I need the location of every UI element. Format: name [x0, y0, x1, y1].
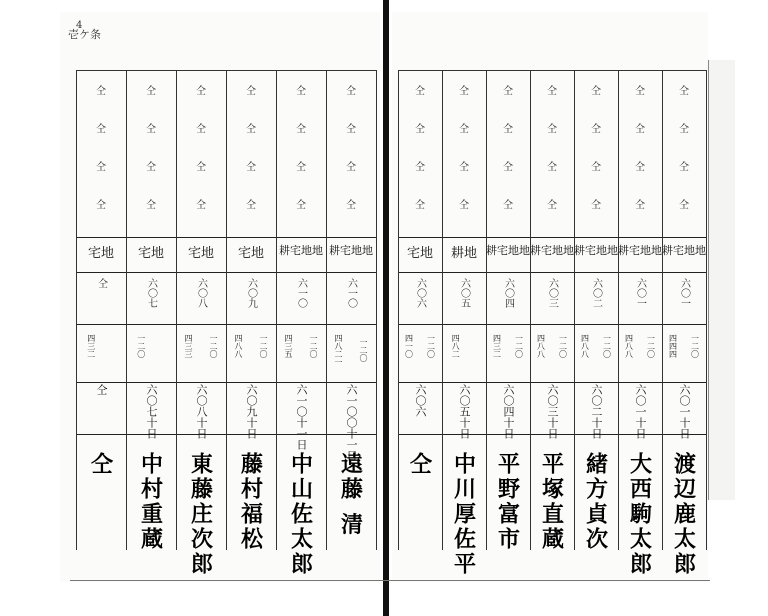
ditto-mark: 仝 — [346, 200, 356, 211]
area-value-2: 一二〇 — [259, 334, 268, 358]
owner-name-cell — [398, 452, 442, 477]
area-value-2: 一二〇 — [359, 338, 368, 362]
date-text: 六〇二十日 — [590, 384, 603, 439]
ditto-mark: 仝 — [346, 162, 356, 173]
date-text: 六一〇〇十一日 — [345, 384, 358, 461]
land-type: 耕宅地地 — [662, 244, 706, 257]
corner-mark: 壱ケ条 — [68, 28, 101, 41]
owner-name: 渡辺鹿太郎 — [670, 452, 697, 577]
date-cell — [176, 384, 226, 439]
area-value-2: 一二〇 — [602, 334, 612, 358]
ledger-column — [442, 62, 486, 577]
ditto-mark: 仝 — [246, 124, 256, 135]
ditto-mark: 仝 — [96, 200, 106, 211]
lot-number — [574, 278, 618, 308]
date-text: 仝 — [95, 384, 108, 395]
lot-number-text: 六〇九 — [245, 278, 257, 308]
date-text: 六〇七十日 — [145, 384, 158, 439]
date-cell — [276, 384, 326, 450]
ditto-mark: 仝 — [415, 124, 425, 135]
area-value: 四四四 — [668, 334, 678, 358]
land-type: 耕宅地地 — [574, 244, 618, 257]
date-cell — [574, 384, 618, 439]
lot-number — [226, 278, 276, 308]
lot-number — [76, 278, 126, 288]
date-cell — [76, 384, 126, 395]
area-cell — [530, 334, 574, 358]
area-cell — [662, 334, 706, 358]
owner-name-cell — [618, 452, 662, 577]
ditto-mark: 仝 — [635, 200, 645, 211]
date-text: 六〇五十日 — [458, 384, 471, 439]
area-cell — [618, 334, 662, 358]
ditto-mark: 仝 — [196, 162, 206, 173]
owner-name: 中村重蔵 — [137, 452, 164, 552]
area-value: 四八二一 — [334, 334, 343, 366]
area-value: 四三五 — [284, 334, 293, 358]
owner-name-cell — [530, 452, 574, 552]
lot-number — [618, 278, 662, 308]
ditto-mark: 仝 — [459, 162, 469, 173]
ditto-mark: 仝 — [246, 86, 256, 97]
area-value: 四一〇 — [404, 334, 414, 358]
area-value: 四三二 — [86, 334, 96, 358]
owner-name-cell — [486, 452, 530, 552]
ditto-mark: 仝 — [96, 162, 106, 173]
date-cell — [326, 384, 376, 461]
ditto-mark: 仝 — [196, 200, 206, 211]
date-cell — [486, 384, 530, 439]
date-cell — [530, 384, 574, 439]
area-cell — [126, 334, 176, 358]
ditto-mark: 仝 — [635, 124, 645, 135]
ditto-mark: 仝 — [346, 86, 356, 97]
date-text: 六〇九十日 — [245, 384, 258, 439]
ditto-mark: 仝 — [503, 162, 513, 173]
area-value-2: 一二〇 — [646, 334, 656, 358]
owner-name: 仝 — [406, 452, 433, 477]
ditto-mark: 仝 — [591, 162, 601, 173]
ditto-mark: 仝 — [679, 200, 689, 211]
land-type: 耕宅地地 — [486, 244, 530, 257]
owner-name-cell — [176, 452, 226, 577]
area-value: 四八八 — [580, 334, 590, 358]
date-text: 六〇一十日 — [678, 384, 691, 439]
ditto-mark: 仝 — [503, 124, 513, 135]
lot-number-text: 六〇八 — [195, 278, 207, 308]
ledger-column — [662, 62, 706, 577]
lot-number-text: 六〇六 — [414, 278, 426, 308]
ditto-mark: 仝 — [591, 124, 601, 135]
ditto-mark: 仝 — [415, 86, 425, 97]
area-value-2: 一二〇 — [426, 334, 436, 358]
ditto-mark: 仝 — [503, 86, 513, 97]
ditto-mark: 仝 — [679, 162, 689, 173]
date-text: 六〇三十日 — [546, 384, 559, 439]
owner-name-cell — [226, 452, 276, 552]
area-value-2: 一二〇 — [690, 334, 700, 358]
ditto-mark: 仝 — [296, 124, 306, 135]
ditto-mark: 仝 — [547, 86, 557, 97]
area-cell — [442, 334, 486, 358]
owner-name-cell — [76, 452, 126, 477]
ditto-mark: 仝 — [503, 200, 513, 211]
land-type: 耕宅地地 — [530, 244, 574, 257]
lot-number — [326, 278, 376, 308]
owner-name: 中川厚佐平 — [450, 452, 477, 577]
land-type: 耕宅地地 — [329, 244, 373, 257]
ledger-column — [398, 62, 442, 562]
ditto-mark: 仝 — [296, 162, 306, 173]
area-value: 四八八 — [234, 334, 243, 358]
ditto-mark: 仝 — [591, 200, 601, 211]
owner-name: 緒方貞次 — [582, 452, 609, 552]
ditto-mark: 仝 — [296, 200, 306, 211]
date-text: 六〇一十日 — [634, 384, 647, 439]
ditto-mark: 仝 — [679, 124, 689, 135]
land-type: 耕宅地地 — [618, 244, 662, 257]
ledger-column — [176, 62, 226, 577]
area-value-2: 一二〇 — [209, 334, 218, 358]
area-value: 四三二 — [492, 334, 502, 358]
ledger-column — [126, 62, 176, 562]
area-value: 四八八 — [536, 334, 546, 358]
date-cell — [618, 384, 662, 439]
owner-name: 大西駒太郎 — [626, 452, 653, 577]
ditto-mark: 仝 — [459, 86, 469, 97]
owner-name-cell — [442, 452, 486, 577]
land-type: 宅地 — [87, 246, 114, 261]
column-divider — [376, 70, 377, 550]
book-spine — [383, 0, 389, 616]
ditto-mark: 仝 — [146, 162, 156, 173]
ledger-column — [326, 62, 376, 562]
owner-name: 平塚直蔵 — [538, 452, 565, 552]
owner-name-cell — [126, 452, 176, 552]
area-cell — [76, 334, 126, 358]
ditto-mark: 仝 — [415, 162, 425, 173]
land-type: 宅地 — [137, 246, 164, 261]
lot-number-text: 六〇一 — [634, 278, 646, 308]
area-value: 四八二 — [451, 334, 461, 358]
ditto-mark: 仝 — [547, 162, 557, 173]
date-cell — [662, 384, 706, 439]
land-type: 宅地 — [237, 246, 264, 261]
ditto-mark: 仝 — [547, 200, 557, 211]
lot-number — [276, 278, 326, 308]
ditto-mark: 仝 — [146, 86, 156, 97]
owner-name: 東藤庄次郎 — [187, 452, 214, 577]
lot-number-text: 六〇七 — [145, 278, 157, 308]
ditto-mark: 仝 — [591, 86, 601, 97]
land-type: 宅地 — [187, 246, 214, 261]
area-value-2: 一二〇 — [558, 334, 568, 358]
ditto-mark: 仝 — [146, 200, 156, 211]
owner-name: 藤村福松 — [237, 452, 264, 552]
ditto-mark: 仝 — [635, 86, 645, 97]
owner-name: 平野富市 — [494, 452, 521, 552]
owner-name-cell — [276, 452, 326, 577]
land-type: 耕地 — [450, 246, 477, 261]
date-cell — [126, 384, 176, 439]
lot-number — [530, 278, 574, 308]
lot-number-text: 六〇四 — [502, 278, 514, 308]
ditto-mark: 仝 — [196, 124, 206, 135]
ledger-column — [486, 62, 530, 562]
lot-number-text: 六〇五 — [458, 278, 470, 308]
owner-name-cell — [326, 452, 376, 538]
ditto-mark: 仝 — [346, 124, 356, 135]
ledger-column — [530, 62, 574, 562]
ledger-column — [76, 62, 126, 562]
ditto-mark: 仝 — [246, 200, 256, 211]
ditto-mark: 仝 — [296, 86, 306, 97]
ledger-column — [276, 62, 326, 577]
area-cell — [398, 334, 442, 358]
ditto-mark: 仝 — [459, 124, 469, 135]
area-value-2: 一二〇 — [514, 334, 524, 358]
ditto-mark: 仝 — [547, 124, 557, 135]
ditto-mark: 仝 — [146, 124, 156, 135]
area-cell — [574, 334, 618, 358]
ditto-mark: 仝 — [415, 200, 425, 211]
date-cell — [226, 384, 276, 439]
lot-number-text: 六一〇 — [345, 278, 357, 308]
ledger-column — [618, 62, 662, 577]
lot-number — [176, 278, 226, 308]
area-cell — [176, 334, 226, 358]
ledger-column — [574, 62, 618, 562]
date-cell — [398, 384, 442, 417]
ditto-mark: 仝 — [96, 86, 106, 97]
owner-name: 仝 — [87, 452, 114, 477]
column-divider — [706, 70, 707, 550]
date-text: 六〇八十日 — [195, 384, 208, 439]
area-value-2: 一二〇 — [309, 334, 318, 358]
land-type: 耕宅地地 — [279, 244, 323, 257]
area-value: 一二〇 — [136, 334, 146, 358]
area-cell — [326, 334, 376, 366]
area-value: 四八八 — [624, 334, 634, 358]
lot-number — [442, 278, 486, 308]
ditto-mark: 仝 — [96, 124, 106, 135]
owner-name: 中山佐太郎 — [287, 452, 314, 577]
bottom-rule — [70, 580, 710, 581]
ditto-mark: 仝 — [246, 162, 256, 173]
lot-number-text: 六〇一 — [678, 278, 690, 308]
date-text: 六〇四十日 — [502, 384, 515, 439]
page-number: 4 — [76, 20, 83, 31]
area-cell — [276, 334, 326, 358]
date-text: 六〇六 — [414, 384, 427, 417]
lot-number-text: 六〇二 — [590, 278, 602, 308]
area-cell — [226, 334, 276, 358]
owner-name: 遠藤 清 — [337, 452, 364, 538]
ditto-mark: 仝 — [459, 200, 469, 211]
land-type: 宅地 — [406, 246, 433, 261]
date-cell — [442, 384, 486, 439]
lot-number — [486, 278, 530, 308]
ditto-mark: 仝 — [679, 86, 689, 97]
lot-number-text: 六〇三 — [546, 278, 558, 308]
ditto-mark: 仝 — [635, 162, 645, 173]
lot-number — [126, 278, 176, 308]
lot-number-text: 六一〇 — [295, 278, 307, 308]
area-value: 四三三 — [184, 334, 193, 358]
owner-name-cell — [662, 452, 706, 577]
ditto-mark: 仝 — [196, 86, 206, 97]
lot-number — [662, 278, 706, 308]
owner-name-cell — [574, 452, 618, 552]
date-text: 六一〇十一日 — [295, 384, 308, 450]
area-cell — [486, 334, 530, 358]
ledger-column — [226, 62, 276, 562]
lot-number-text: 仝 — [95, 278, 107, 288]
page-edge — [708, 60, 735, 500]
lot-number — [398, 278, 442, 308]
